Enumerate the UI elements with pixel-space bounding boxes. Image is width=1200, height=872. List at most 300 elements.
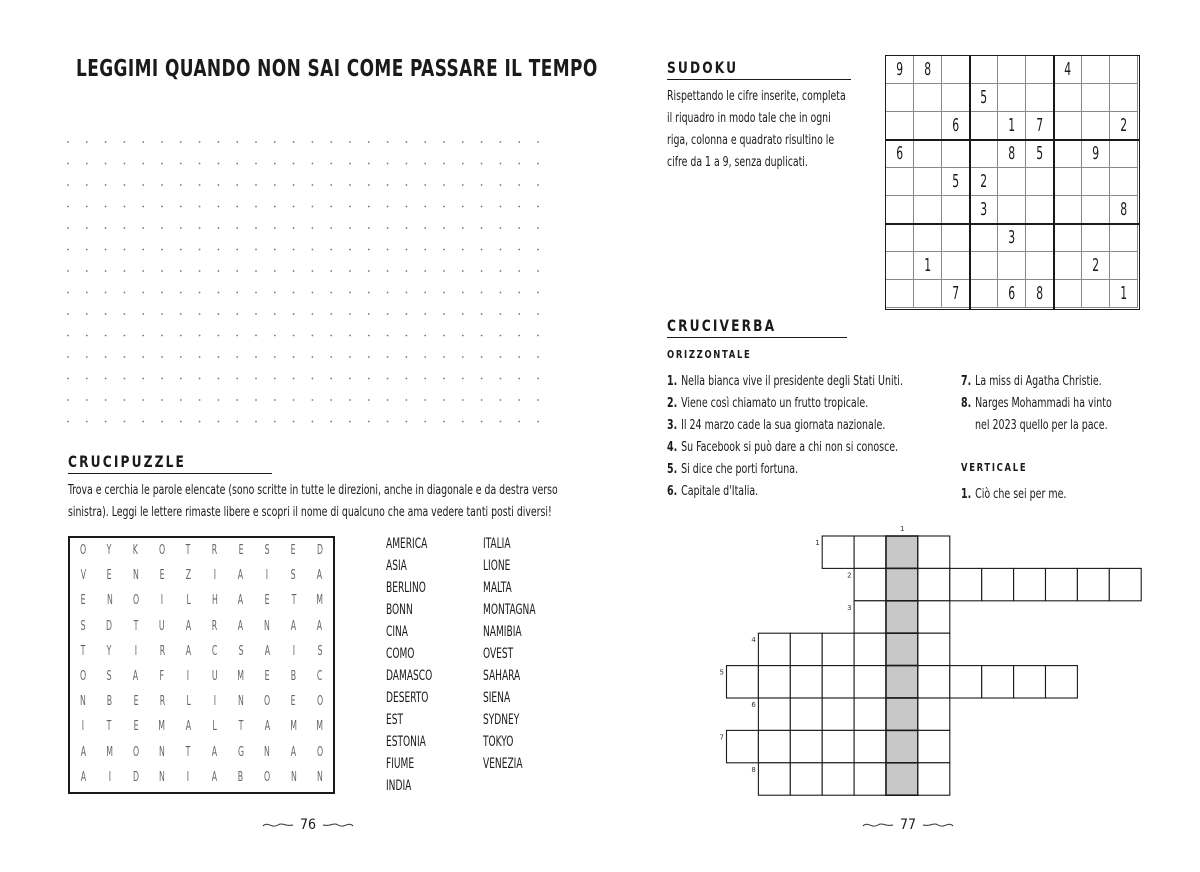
wordsearch-letter[interactable]: O bbox=[132, 593, 139, 609]
wordsearch-letter[interactable]: U bbox=[159, 618, 165, 634]
crossword-cell[interactable] bbox=[854, 666, 886, 698]
wordsearch-letter[interactable]: I bbox=[213, 694, 216, 710]
crossword-key-cell[interactable] bbox=[886, 633, 918, 665]
sudoku-empty-cell[interactable] bbox=[886, 280, 914, 308]
crucipuzzle-instructions: Trova e cerchia le parole elencate (sono scritte in tutte le direzioni, anche in diagonale e da destra verso sinistra). Leggi le lettere rimaste libere e scopri il nome di qualcuno che ama vedere tanti posti diversi! bbox=[68, 483, 558, 520]
page-title: LEGGIMI QUANDO NON SAI COME PASSARE IL TEMPO bbox=[76, 56, 598, 82]
wordsearch-letter[interactable]: O bbox=[132, 744, 139, 760]
wordsearch-letter[interactable]: L bbox=[186, 593, 191, 609]
wordsearch-letter[interactable]: D bbox=[106, 618, 113, 634]
sudoku-box-divider bbox=[886, 139, 1139, 141]
wordsearch-row bbox=[70, 719, 333, 741]
crossword-row-number: 1 bbox=[815, 539, 820, 547]
sudoku-given-cell[interactable]: 5 bbox=[970, 84, 998, 112]
wordsearch-letter[interactable]: N bbox=[264, 744, 271, 760]
crossword-cell[interactable] bbox=[918, 633, 950, 665]
word-list-item: INDIA bbox=[386, 778, 412, 794]
sudoku-empty-cell[interactable] bbox=[914, 84, 942, 112]
crossword-key-cell[interactable] bbox=[886, 568, 918, 600]
crossword-cell[interactable] bbox=[854, 568, 886, 600]
sudoku-empty-cell[interactable] bbox=[1054, 252, 1082, 280]
wordsearch-letter[interactable]: N bbox=[159, 769, 165, 785]
sudoku-given-cell[interactable]: 7 bbox=[1026, 112, 1054, 140]
sudoku-empty-cell[interactable] bbox=[886, 252, 914, 280]
sudoku-heading: SUDOKU bbox=[667, 58, 851, 80]
wordsearch-letter[interactable]: E bbox=[291, 694, 296, 710]
wordsearch-letter[interactable]: T bbox=[80, 643, 86, 659]
sudoku-empty-cell[interactable] bbox=[1026, 196, 1054, 224]
clue-item: 2. Viene così chiamato un frutto tropicale. bbox=[667, 395, 869, 411]
wordsearch-letter[interactable]: D bbox=[132, 769, 139, 785]
crossword-cell[interactable] bbox=[918, 666, 950, 698]
crossword-cell[interactable] bbox=[1014, 666, 1046, 698]
sudoku-empty-cell[interactable] bbox=[1082, 56, 1110, 84]
sudoku-empty-cell[interactable] bbox=[1110, 252, 1138, 280]
sudoku-empty-cell[interactable] bbox=[942, 196, 970, 224]
crossword-key-cell[interactable] bbox=[886, 698, 918, 730]
wordsearch-letter[interactable]: U bbox=[211, 668, 218, 684]
wordsearch-letter[interactable]: O bbox=[80, 668, 87, 684]
sudoku-empty-cell[interactable] bbox=[886, 196, 914, 224]
sudoku-instructions: Rispettando le cifre inserite, completa il riquadro in modo tale che in ogni riga, colonna e quadrato risultino le cifre da 1 a 9, senza duplicati. bbox=[667, 89, 846, 170]
word-list-item: DESERTO bbox=[386, 690, 429, 706]
word-list-column-1 bbox=[386, 533, 450, 797]
sudoku-empty-cell[interactable] bbox=[1082, 280, 1110, 308]
wordsearch-letter[interactable]: E bbox=[80, 593, 86, 609]
crossword-cell[interactable] bbox=[790, 698, 822, 730]
crossword-cell[interactable] bbox=[854, 633, 886, 665]
word-list-item: DAMASCO bbox=[386, 668, 433, 684]
crossword-cell[interactable] bbox=[822, 730, 854, 762]
wordsearch-letter[interactable]: A bbox=[80, 744, 86, 760]
wordsearch-letter[interactable]: S bbox=[264, 543, 270, 558]
wordsearch-row bbox=[70, 644, 333, 666]
crossword-cell[interactable] bbox=[727, 666, 759, 698]
wordsearch-letter[interactable]: R bbox=[159, 643, 165, 659]
word-list-item: EST bbox=[386, 712, 404, 728]
word-list-item: AMERICA bbox=[386, 536, 428, 552]
wordsearch-letter[interactable]: L bbox=[212, 719, 217, 735]
word-list-item: MONTAGNA bbox=[483, 602, 536, 618]
wordsearch-letter[interactable]: S bbox=[106, 668, 112, 684]
wordsearch-letter[interactable]: R bbox=[159, 694, 165, 710]
wordsearch-letter[interactable]: O bbox=[158, 543, 166, 558]
crossword-key-cell[interactable] bbox=[886, 536, 918, 568]
wordsearch-letter[interactable]: G bbox=[237, 744, 244, 760]
wordsearch-letter[interactable]: T bbox=[185, 744, 191, 760]
sudoku-empty-cell[interactable] bbox=[1082, 224, 1110, 252]
sudoku-empty-cell[interactable] bbox=[1026, 56, 1054, 84]
cruciverba-heading: CRUCIVERBA bbox=[667, 316, 847, 338]
wordsearch-letter[interactable]: A bbox=[185, 618, 191, 634]
sudoku-empty-cell[interactable] bbox=[1110, 140, 1138, 168]
sudoku-given-cell[interactable]: 6 bbox=[998, 280, 1026, 308]
sudoku-empty-cell[interactable] bbox=[1054, 168, 1082, 196]
wordsearch-letter[interactable]: I bbox=[160, 593, 164, 609]
sudoku-given-cell[interactable]: 5 bbox=[1026, 140, 1054, 168]
word-list-item: SAHARA bbox=[483, 668, 521, 684]
wordsearch-letter[interactable]: R bbox=[211, 543, 218, 558]
sudoku-empty-cell[interactable] bbox=[886, 168, 914, 196]
sudoku-empty-cell[interactable] bbox=[998, 168, 1026, 196]
word-list-item: NAMIBIA bbox=[483, 624, 522, 640]
sudoku-given-cell[interactable]: 1 bbox=[914, 252, 942, 280]
wordsearch-letter[interactable]: M bbox=[290, 719, 297, 735]
sudoku-empty-cell[interactable] bbox=[1054, 280, 1082, 308]
sudoku-empty-cell[interactable] bbox=[942, 140, 970, 168]
sudoku-empty-cell[interactable] bbox=[1054, 140, 1082, 168]
wordsearch-letter[interactable]: A bbox=[211, 769, 218, 785]
sudoku-given-cell[interactable]: 3 bbox=[998, 224, 1026, 252]
sudoku-empty-cell[interactable] bbox=[970, 252, 998, 280]
wordsearch-letter[interactable]: E bbox=[238, 543, 244, 558]
crossword-cell[interactable] bbox=[790, 763, 822, 795]
sudoku-empty-cell[interactable] bbox=[1110, 168, 1138, 196]
wordsearch-letter[interactable]: O bbox=[80, 543, 87, 558]
wordsearch-letter[interactable]: O bbox=[264, 694, 271, 710]
crossword-row-number: 8 bbox=[751, 765, 756, 774]
crossword-cell[interactable] bbox=[854, 601, 886, 633]
verticale-label: VERTICALE bbox=[961, 461, 1028, 474]
sudoku-empty-cell[interactable] bbox=[1082, 84, 1110, 112]
crossword-cell[interactable] bbox=[822, 763, 854, 795]
crossword-cell[interactable] bbox=[854, 536, 886, 568]
wordsearch-letter[interactable]: V bbox=[80, 568, 86, 584]
sudoku-given-cell[interactable]: 1 bbox=[1110, 280, 1138, 308]
wordsearch-letter[interactable]: I bbox=[187, 769, 190, 785]
wordsearch-letter[interactable]: C bbox=[211, 643, 218, 659]
clue-item: 5. Si dice che porti fortuna. bbox=[667, 461, 799, 477]
wordsearch-letter[interactable]: A bbox=[238, 618, 244, 634]
sudoku-given-cell[interactable]: 7 bbox=[942, 280, 970, 308]
sudoku-empty-cell[interactable] bbox=[970, 224, 998, 252]
word-list-item: COMO bbox=[386, 646, 415, 662]
sudoku-empty-cell[interactable] bbox=[1082, 196, 1110, 224]
wordsearch-letter[interactable]: E bbox=[159, 568, 165, 584]
wordsearch-row bbox=[70, 745, 333, 767]
crossword-row-number: 5 bbox=[719, 668, 724, 677]
sudoku-empty-cell[interactable] bbox=[942, 224, 970, 252]
clue-item: 8. Narges Mohammadi ha vinto bbox=[961, 395, 1112, 411]
wordsearch-letter[interactable]: F bbox=[159, 668, 165, 684]
wordsearch-letter[interactable]: A bbox=[317, 568, 323, 584]
sudoku-empty-cell[interactable] bbox=[914, 224, 942, 252]
wordsearch-letter[interactable]: B bbox=[238, 769, 244, 785]
wordsearch-letter[interactable]: A bbox=[185, 719, 191, 735]
wordsearch-letter[interactable]: A bbox=[238, 568, 244, 584]
crossword-key-cell[interactable] bbox=[886, 666, 918, 698]
sudoku-empty-cell[interactable] bbox=[998, 252, 1026, 280]
sudoku-empty-cell[interactable] bbox=[1054, 224, 1082, 252]
sudoku-empty-cell[interactable] bbox=[970, 140, 998, 168]
crossword-cell[interactable] bbox=[918, 601, 950, 633]
sudoku-empty-cell[interactable] bbox=[1054, 112, 1082, 140]
sudoku-empty-cell[interactable] bbox=[1026, 168, 1054, 196]
wordsearch-letter[interactable]: Y bbox=[107, 543, 112, 558]
wordsearch-letter[interactable]: A bbox=[290, 618, 297, 634]
wordsearch-letter[interactable]: E bbox=[264, 593, 270, 609]
wordsearch-letter[interactable]: D bbox=[316, 543, 323, 558]
crossword-cell[interactable] bbox=[790, 666, 822, 698]
crossword-cell[interactable] bbox=[982, 568, 1014, 600]
flourish-right-icon bbox=[322, 820, 354, 830]
word-list-item: ASIA bbox=[386, 558, 407, 574]
wordsearch-letter[interactable]: Y bbox=[107, 643, 112, 659]
wordsearch-letter[interactable]: M bbox=[106, 744, 113, 760]
crossword-cell[interactable] bbox=[822, 633, 854, 665]
sudoku-empty-cell[interactable] bbox=[886, 84, 914, 112]
clue-item: 3. Il 24 marzo cade la sua giornata nazionale. bbox=[667, 417, 886, 433]
wordsearch-letter[interactable]: H bbox=[211, 593, 218, 609]
wordsearch-letter[interactable]: N bbox=[159, 744, 165, 760]
crossword-row-number: 3 bbox=[847, 603, 852, 612]
wordsearch-letter[interactable]: L bbox=[186, 694, 191, 710]
word-list-item: OVEST bbox=[483, 646, 514, 662]
wordsearch-letter[interactable]: Z bbox=[185, 568, 191, 584]
sudoku-empty-cell[interactable] bbox=[1026, 84, 1054, 112]
crossword-cell[interactable] bbox=[822, 666, 854, 698]
sudoku-empty-cell[interactable] bbox=[998, 84, 1026, 112]
orizzontale-label: ORIZZONTALE bbox=[667, 348, 752, 361]
word-list-item: CINA bbox=[386, 624, 408, 640]
wordsearch-letter[interactable]: M bbox=[237, 668, 245, 684]
wordsearch-letter[interactable]: A bbox=[238, 593, 244, 609]
crossword-cell[interactable] bbox=[822, 698, 854, 730]
wordsearch-letter[interactable]: S bbox=[238, 643, 244, 659]
sudoku-empty-cell[interactable] bbox=[970, 56, 998, 84]
crossword-cell[interactable] bbox=[758, 730, 790, 762]
wordsearch-letter[interactable]: A bbox=[317, 618, 323, 634]
wordsearch-letter[interactable]: A bbox=[264, 719, 270, 735]
wordsearch-letter[interactable]: K bbox=[133, 543, 139, 558]
crossword-cell[interactable] bbox=[1077, 568, 1109, 600]
sudoku-empty-cell[interactable] bbox=[970, 112, 998, 140]
sudoku-box-divider bbox=[1053, 56, 1055, 309]
wordsearch-letter[interactable]: I bbox=[187, 668, 190, 684]
sudoku-empty-cell[interactable] bbox=[914, 196, 942, 224]
wordsearch-letter[interactable]: O bbox=[264, 769, 271, 785]
sudoku-empty-cell[interactable] bbox=[914, 112, 942, 140]
wordsearch-letter[interactable]: E bbox=[291, 543, 296, 558]
clue-item: 1. Nella bianca vive il presidente degli Stati Uniti. bbox=[667, 373, 903, 389]
wordsearch-letter[interactable]: E bbox=[106, 568, 112, 584]
sudoku-given-cell[interactable]: 8 bbox=[1110, 196, 1138, 224]
crossword-cell[interactable] bbox=[758, 633, 790, 665]
clue-item: 6. Capitale d'Italia. bbox=[667, 483, 759, 499]
page-number-right: 77 bbox=[862, 817, 954, 833]
word-list-item: VENEZIA bbox=[483, 756, 523, 772]
wordsearch-letter[interactable]: N bbox=[316, 769, 323, 785]
crossword-cell[interactable] bbox=[982, 666, 1014, 698]
flourish-left-icon bbox=[862, 820, 894, 830]
crossword-cell[interactable] bbox=[727, 730, 759, 762]
wordsearch-letter[interactable]: I bbox=[81, 719, 85, 735]
wordsearch-letter[interactable]: S bbox=[317, 643, 323, 659]
dot-grid-notes-area bbox=[60, 132, 550, 432]
wordsearch-grid[interactable] bbox=[68, 536, 335, 794]
sudoku-empty-cell[interactable] bbox=[970, 280, 998, 308]
word-list-item: LIONE bbox=[483, 558, 511, 574]
word-list-item: SIENA bbox=[483, 690, 511, 706]
sudoku-grid[interactable] bbox=[885, 55, 1140, 310]
sudoku-given-cell[interactable]: 2 bbox=[970, 168, 998, 196]
crossword-cell[interactable] bbox=[918, 730, 950, 762]
wordsearch-letter[interactable]: E bbox=[133, 694, 139, 710]
crossword-cell[interactable] bbox=[854, 763, 886, 795]
sudoku-given-cell[interactable]: 4 bbox=[1054, 56, 1082, 84]
wordsearch-letter[interactable]: N bbox=[132, 568, 139, 584]
wordsearch-letter[interactable]: S bbox=[80, 618, 86, 634]
sudoku-empty-cell[interactable] bbox=[942, 56, 970, 84]
word-list-item: BERLINO bbox=[386, 580, 426, 596]
crossword-cell[interactable] bbox=[950, 568, 982, 600]
flourish-left-icon bbox=[262, 820, 294, 830]
crossword-cell[interactable] bbox=[918, 763, 950, 795]
clues-vertical bbox=[961, 483, 1096, 505]
crossword-row-number: 4 bbox=[751, 636, 756, 645]
wordsearch-row bbox=[70, 669, 333, 691]
sudoku-empty-cell[interactable] bbox=[1026, 252, 1054, 280]
wordsearch-letter[interactable]: B bbox=[106, 694, 113, 710]
sudoku-empty-cell[interactable] bbox=[1082, 112, 1110, 140]
crossword-row-number: 6 bbox=[751, 701, 756, 709]
crossword-key-cell[interactable] bbox=[886, 601, 918, 633]
sudoku-empty-cell[interactable] bbox=[914, 280, 942, 308]
crossword-cell[interactable] bbox=[1109, 568, 1141, 600]
sudoku-given-cell[interactable]: 6 bbox=[886, 140, 914, 168]
crossword-cell[interactable] bbox=[950, 666, 982, 698]
wordsearch-letter[interactable]: R bbox=[211, 618, 218, 634]
crossword-cell[interactable] bbox=[790, 730, 822, 762]
wordsearch-letter[interactable]: B bbox=[290, 668, 297, 684]
sudoku-given-cell[interactable]: 9 bbox=[886, 56, 914, 84]
crossword-cell[interactable] bbox=[758, 763, 790, 795]
wordsearch-letter[interactable]: C bbox=[317, 668, 323, 684]
crucipuzzle-heading: CRUCIPUZZLE bbox=[68, 452, 272, 474]
word-list-item: ITALIA bbox=[483, 536, 511, 552]
sudoku-empty-cell[interactable] bbox=[1026, 224, 1054, 252]
sudoku-given-cell[interactable]: 2 bbox=[1110, 112, 1138, 140]
sudoku-given-cell[interactable]: 1 bbox=[998, 112, 1026, 140]
sudoku-empty-cell[interactable] bbox=[1110, 84, 1138, 112]
wordsearch-letter[interactable]: T bbox=[133, 618, 139, 634]
crossword-row-number: 2 bbox=[847, 571, 852, 580]
wordsearch-letter[interactable]: I bbox=[292, 643, 295, 659]
sudoku-given-cell[interactable]: 3 bbox=[970, 196, 998, 224]
sudoku-empty-cell[interactable] bbox=[914, 140, 942, 168]
wordsearch-letter[interactable]: T bbox=[291, 593, 296, 609]
sudoku-empty-cell[interactable] bbox=[886, 112, 914, 140]
clue-item: 1. Ciò che sei per me. bbox=[961, 486, 1067, 502]
clue-item: 7. La miss di Agatha Christie. bbox=[961, 373, 1102, 389]
crossword-column-number: 1 bbox=[899, 525, 905, 533]
wordsearch-letter[interactable]: M bbox=[158, 719, 166, 735]
wordsearch-letter[interactable]: N bbox=[290, 769, 297, 785]
wordsearch-letter[interactable]: I bbox=[213, 568, 216, 584]
sudoku-empty-cell[interactable] bbox=[942, 84, 970, 112]
sudoku-empty-cell[interactable] bbox=[998, 56, 1026, 84]
wordsearch-row bbox=[70, 568, 333, 590]
sudoku-empty-cell[interactable] bbox=[1054, 84, 1082, 112]
word-list-item: ESTONIA bbox=[386, 734, 426, 750]
crossword-cell[interactable] bbox=[1014, 568, 1046, 600]
sudoku-empty-cell[interactable] bbox=[1082, 168, 1110, 196]
crossword-cell[interactable] bbox=[758, 698, 790, 730]
crossword-cell[interactable] bbox=[822, 536, 854, 568]
wordsearch-letter[interactable]: A bbox=[211, 744, 218, 760]
wordsearch-letter[interactable]: N bbox=[80, 694, 87, 710]
crossword-key-cell[interactable] bbox=[886, 763, 918, 795]
sudoku-given-cell[interactable]: 2 bbox=[1082, 252, 1110, 280]
sudoku-given-cell[interactable]: 8 bbox=[914, 56, 942, 84]
wordsearch-letter[interactable]: A bbox=[80, 769, 86, 785]
wordsearch-letter[interactable]: N bbox=[106, 593, 113, 609]
wordsearch-letter[interactable]: M bbox=[316, 593, 324, 609]
wordsearch-letter[interactable]: A bbox=[185, 643, 191, 659]
wordsearch-letter[interactable]: I bbox=[266, 568, 269, 584]
wordsearch-letter[interactable]: N bbox=[264, 618, 271, 634]
sudoku-empty-cell[interactable] bbox=[886, 224, 914, 252]
sudoku-empty-cell[interactable] bbox=[1054, 196, 1082, 224]
wordsearch-letter[interactable]: E bbox=[133, 719, 139, 735]
wordsearch-letter[interactable]: O bbox=[316, 694, 323, 710]
sudoku-empty-cell[interactable] bbox=[1110, 224, 1138, 252]
page-number-left: 76 bbox=[262, 817, 354, 833]
crossword-cell[interactable] bbox=[918, 698, 950, 730]
sudoku-empty-cell[interactable] bbox=[942, 252, 970, 280]
wordsearch-letter[interactable]: S bbox=[291, 568, 297, 584]
wordsearch-letter[interactable]: I bbox=[108, 769, 111, 785]
sudoku-empty-cell[interactable] bbox=[998, 196, 1026, 224]
crossword-cell[interactable] bbox=[1046, 568, 1078, 600]
wordsearch-row bbox=[70, 543, 333, 565]
wordsearch-row bbox=[70, 593, 333, 615]
wordsearch-letter[interactable]: E bbox=[264, 668, 270, 684]
sudoku-empty-cell[interactable] bbox=[914, 168, 942, 196]
word-list-item: SYDNEY bbox=[483, 712, 520, 728]
crossword-key-cell[interactable] bbox=[886, 730, 918, 762]
crossword-cell[interactable] bbox=[758, 666, 790, 698]
wordsearch-letter[interactable]: T bbox=[107, 719, 112, 735]
crossword-cell[interactable] bbox=[1046, 666, 1078, 698]
sudoku-given-cell[interactable]: 9 bbox=[1082, 140, 1110, 168]
sudoku-empty-cell[interactable] bbox=[1110, 56, 1138, 84]
wordsearch-letter[interactable]: A bbox=[290, 744, 297, 760]
sudoku-given-cell[interactable]: 6 bbox=[942, 112, 970, 140]
wordsearch-letter[interactable]: N bbox=[238, 694, 244, 710]
crossword-cell[interactable] bbox=[790, 633, 822, 665]
word-list-item: MALTA bbox=[483, 580, 512, 596]
clues-horizontal-col2 bbox=[961, 370, 1154, 436]
wordsearch-letter[interactable]: A bbox=[133, 668, 139, 684]
sudoku-given-cell[interactable]: 8 bbox=[998, 140, 1026, 168]
sudoku-given-cell[interactable]: 5 bbox=[942, 168, 970, 196]
word-list-item: FIUME bbox=[386, 756, 415, 772]
crossword-cell[interactable] bbox=[854, 698, 886, 730]
sudoku-box-divider bbox=[886, 223, 1139, 225]
wordsearch-letter[interactable]: A bbox=[264, 643, 270, 659]
wordsearch-letter[interactable]: I bbox=[134, 643, 137, 659]
wordsearch-row bbox=[70, 694, 333, 716]
crossword-cell[interactable] bbox=[854, 730, 886, 762]
wordsearch-letter[interactable]: T bbox=[185, 543, 191, 558]
wordsearch-letter[interactable]: M bbox=[316, 719, 324, 735]
wordsearch-letter[interactable]: T bbox=[238, 719, 244, 735]
crossword-cell[interactable] bbox=[918, 536, 950, 568]
sudoku-given-cell[interactable]: 8 bbox=[1026, 280, 1054, 308]
wordsearch-letter[interactable]: O bbox=[316, 744, 323, 760]
crossword-cell[interactable] bbox=[918, 568, 950, 600]
